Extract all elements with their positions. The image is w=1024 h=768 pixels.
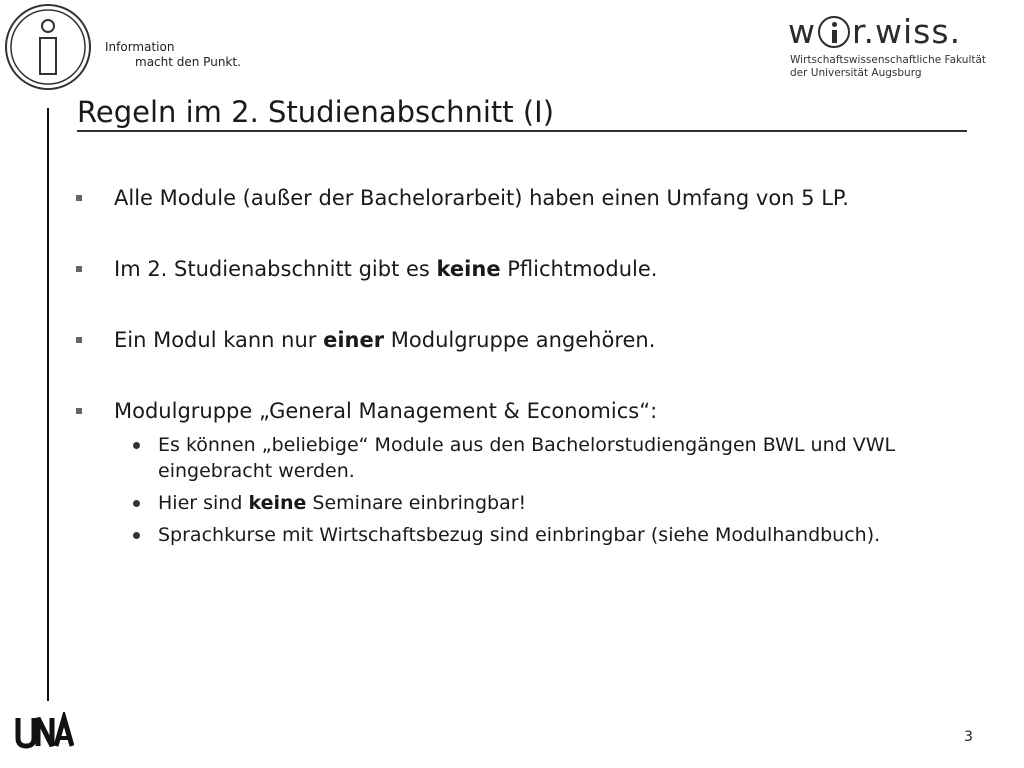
sub-bullet-text: Es können „beliebige“ Module aus den Bachelorstudiengängen BWL und VWL eingebracht werden. bbox=[158, 434, 896, 482]
title-underline bbox=[77, 130, 967, 132]
bullet-text-bold: einer bbox=[323, 328, 385, 352]
wordmark-info-ring-icon bbox=[818, 16, 850, 48]
bullet-item bbox=[72, 255, 952, 284]
slide-title: Regeln im 2. Studienabschnitt (I) bbox=[77, 95, 555, 129]
bullet-text: Alle Module (außer der Bachelorarbeit) haben einen Umfang von 5 LP. bbox=[114, 186, 849, 210]
page-number: 3 bbox=[964, 729, 973, 745]
sub-bullet-text-pre: Hier sind bbox=[158, 492, 249, 514]
sub-bullet-item bbox=[128, 522, 952, 548]
bullet-item bbox=[72, 184, 952, 213]
faculty-wordmark bbox=[788, 14, 988, 50]
square-bullet-icon bbox=[76, 266, 82, 272]
sub-bullet-item bbox=[128, 490, 952, 516]
university-logo bbox=[14, 712, 74, 752]
wordmark-part-1: w bbox=[788, 12, 816, 51]
tagline-line-2: macht den Punkt. bbox=[135, 55, 241, 69]
bullet-text-pre: Im 2. Studienabschnitt gibt es bbox=[114, 257, 437, 281]
bullet-text-post: Pflichtmodule. bbox=[500, 257, 658, 281]
sub-bullet-item bbox=[128, 432, 952, 484]
vertical-rule bbox=[47, 108, 49, 701]
faculty-name-line-1: Wirtschaftswissenschaftliche Fakultät bbox=[790, 54, 987, 66]
sub-bullet-text-post: Seminare einbringbar! bbox=[306, 492, 527, 514]
slide-content bbox=[72, 184, 952, 554]
round-bullet-icon bbox=[133, 500, 140, 507]
faculty-name-line-2: der Universität Augsburg bbox=[790, 67, 922, 79]
info-icon bbox=[3, 2, 93, 92]
wordmark-part-2: r.wiss. bbox=[852, 12, 962, 51]
round-bullet-icon bbox=[133, 532, 140, 539]
tagline-line-1: Information bbox=[105, 40, 175, 54]
round-bullet-icon bbox=[133, 442, 140, 449]
bullet-item bbox=[72, 326, 952, 355]
square-bullet-icon bbox=[76, 337, 82, 343]
logo-tagline bbox=[105, 40, 241, 70]
square-bullet-icon bbox=[76, 195, 82, 201]
bullet-text-post: Modulgruppe angehören. bbox=[384, 328, 656, 352]
bullet-text-pre: Ein Modul kann nur bbox=[114, 328, 324, 352]
sub-bullet-text: Sprachkurse mit Wirtschaftsbezug sind einbringbar (siehe Modulhandbuch). bbox=[158, 524, 881, 546]
bullet-text: Modulgruppe „General Management & Economics“: bbox=[114, 399, 658, 423]
faculty-logo bbox=[788, 14, 988, 80]
bullet-item bbox=[72, 397, 952, 426]
faculty-name bbox=[788, 54, 988, 80]
square-bullet-icon bbox=[76, 408, 82, 414]
sub-bullet-text-bold: keine bbox=[248, 492, 307, 514]
bullet-text-bold: keine bbox=[436, 257, 501, 281]
sub-bullet-list bbox=[128, 432, 952, 548]
